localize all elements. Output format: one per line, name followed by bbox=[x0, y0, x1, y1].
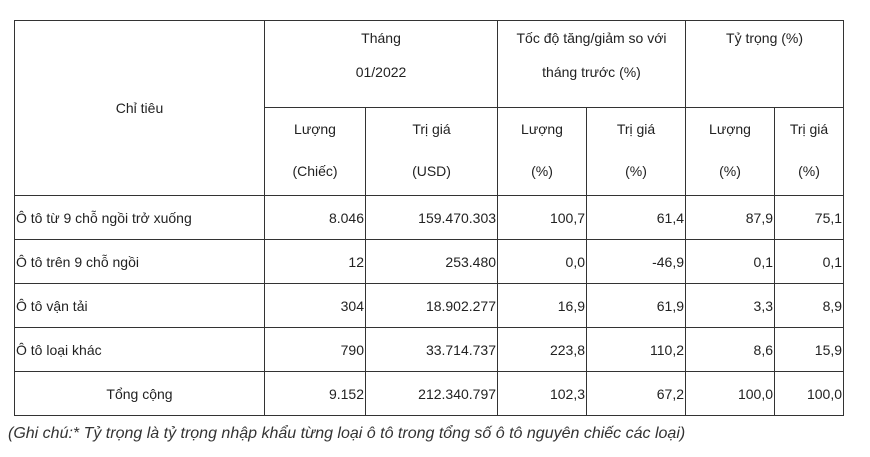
header-toc-do-line2: tháng trước (%) bbox=[542, 64, 641, 80]
total-tri-gia-share: 100,0 bbox=[775, 372, 844, 416]
subheader-luong-growth bbox=[498, 108, 587, 196]
cell-tri-gia-share: 8,9 bbox=[775, 284, 844, 328]
header-toc-do bbox=[498, 21, 686, 108]
header-ty-trong-text: Tỷ trọng (%) bbox=[726, 30, 804, 46]
table-row bbox=[15, 328, 844, 372]
subheader-line1: Lượng bbox=[521, 121, 563, 137]
header-thang bbox=[265, 21, 498, 108]
subheader-tri-gia-usd bbox=[366, 108, 498, 196]
subheader-line2: (%) bbox=[531, 163, 553, 179]
row-label: Ô tô từ 9 chỗ ngồi trở xuống bbox=[15, 196, 265, 240]
subheader-line1: Lượng bbox=[709, 121, 751, 137]
subheader-line1: Trị giá bbox=[412, 121, 451, 137]
cell-tri-gia-share: 0,1 bbox=[775, 240, 844, 284]
cell-luong-share: 8,6 bbox=[686, 328, 775, 372]
subheader-line2: (USD) bbox=[412, 163, 451, 179]
total-label: Tổng cộng bbox=[15, 372, 265, 416]
subheader-line2: (Chiếc) bbox=[292, 163, 338, 179]
header-toc-do-line1: Tốc độ tăng/giảm so với bbox=[516, 30, 667, 46]
cell-tri-gia-growth: 61,4 bbox=[587, 196, 686, 240]
table-row bbox=[15, 240, 844, 284]
total-luong-share: 100,0 bbox=[686, 372, 775, 416]
cell-luong-growth: 100,7 bbox=[498, 196, 587, 240]
import-statistics-table bbox=[14, 20, 844, 416]
cell-tri-gia: 33.714.737 bbox=[366, 328, 498, 372]
cell-luong: 12 bbox=[265, 240, 366, 284]
subheader-line1: Lượng bbox=[294, 121, 336, 137]
cell-tri-gia-growth: -46,9 bbox=[587, 240, 686, 284]
subheader-tri-gia-share bbox=[775, 108, 844, 196]
table-row bbox=[15, 196, 844, 240]
subheader-line1: Trị giá bbox=[789, 121, 829, 137]
row-label: Ô tô vận tải bbox=[15, 284, 265, 328]
cell-luong-share: 3,3 bbox=[686, 284, 775, 328]
total-tri-gia: 212.340.797 bbox=[366, 372, 498, 416]
row-label: Ô tô loại khác bbox=[15, 328, 265, 372]
cell-tri-gia-growth: 110,2 bbox=[587, 328, 686, 372]
cell-luong-share: 0,1 bbox=[686, 240, 775, 284]
subheader-luong-share bbox=[686, 108, 775, 196]
cell-luong-growth: 0,0 bbox=[498, 240, 587, 284]
header-chi-tieu: Chỉ tiêu bbox=[15, 21, 265, 196]
header-thang-line1: Tháng bbox=[361, 30, 401, 46]
total-luong: 9.152 bbox=[265, 372, 366, 416]
cell-tri-gia-share: 75,1 bbox=[775, 196, 844, 240]
subheader-line1: Trị giá bbox=[616, 121, 656, 137]
subheader-line2: (%) bbox=[719, 163, 741, 179]
subheader-line2: (%) bbox=[625, 163, 647, 179]
cell-luong-growth: 223,8 bbox=[498, 328, 587, 372]
cell-tri-gia: 159.470.303 bbox=[366, 196, 498, 240]
cell-luong: 8.046 bbox=[265, 196, 366, 240]
total-row bbox=[15, 372, 844, 416]
header-thang-line2: 01/2022 bbox=[355, 64, 407, 80]
subheader-luong-chiec bbox=[265, 108, 366, 196]
subheader-tri-gia-growth bbox=[587, 108, 686, 196]
row-label: Ô tô trên 9 chỗ ngồi bbox=[15, 240, 265, 284]
table-row bbox=[15, 284, 844, 328]
total-tri-gia-growth: 67,2 bbox=[587, 372, 686, 416]
subheader-line2: (%) bbox=[798, 163, 820, 179]
cell-tri-gia: 18.902.277 bbox=[366, 284, 498, 328]
cell-tri-gia-growth: 61,9 bbox=[587, 284, 686, 328]
header-row-top bbox=[15, 21, 844, 108]
header-ty-trong bbox=[686, 21, 844, 108]
cell-luong: 790 bbox=[265, 328, 366, 372]
cell-luong-share: 87,9 bbox=[686, 196, 775, 240]
cell-luong: 304 bbox=[265, 284, 366, 328]
total-luong-growth: 102,3 bbox=[498, 372, 587, 416]
table-footnote: (Ghi chú:* Tỷ trọng là tỷ trọng nhập khẩu từng loại ô tô trong tổng số ô tô nguyên chiếc các loại) bbox=[8, 425, 686, 442]
cell-tri-gia-share: 15,9 bbox=[775, 328, 844, 372]
cell-luong-growth: 16,9 bbox=[498, 284, 587, 328]
cell-tri-gia: 253.480 bbox=[366, 240, 498, 284]
